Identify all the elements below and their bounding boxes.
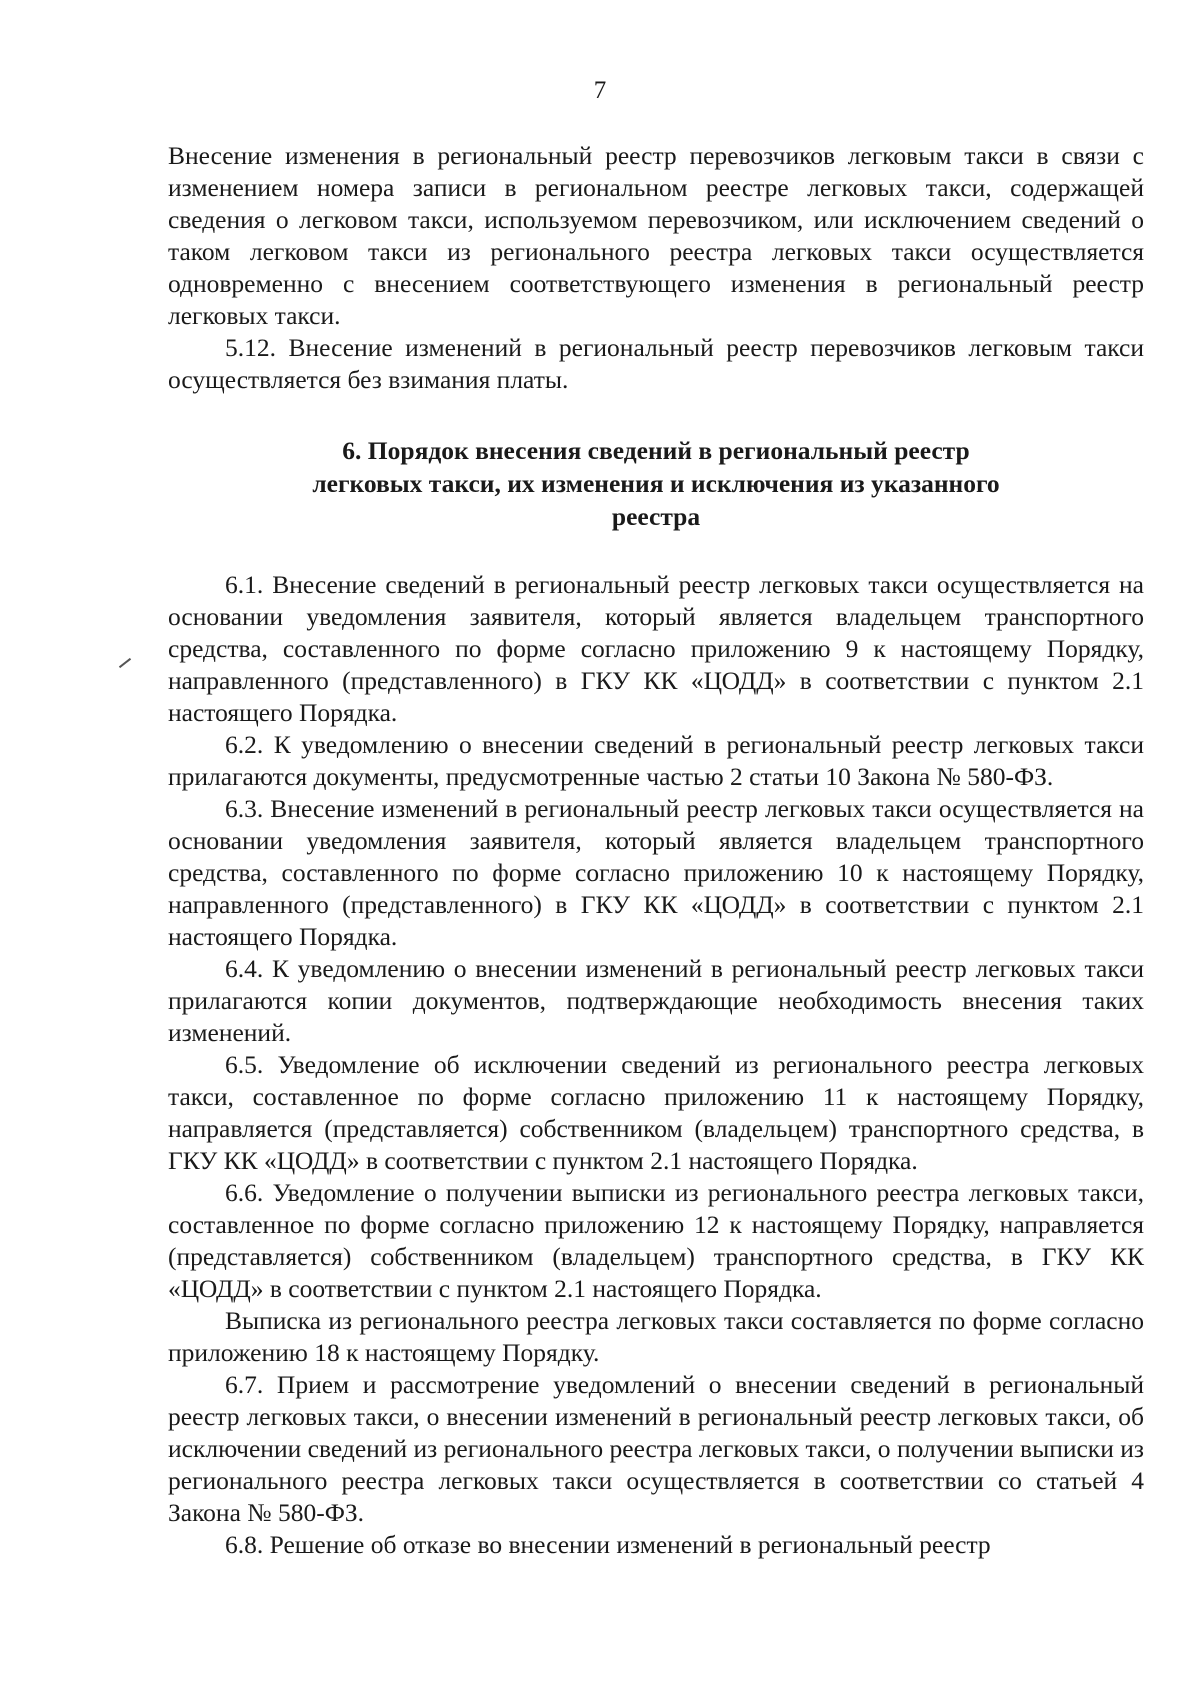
document-body — [168, 140, 1144, 1561]
margin-pen-mark — [119, 658, 131, 668]
section-heading: 6. Порядок внесения сведений в региональный реестр легковых такси, их изменения и исключения из указанного реестра — [312, 436, 1000, 531]
paragraph-6-4: 6.4. К уведомлению о внесении изменений в региональный реестр легковых такси прилагаются копии документов, подтверждающие необходимость внесения таких изменений. — [168, 954, 1144, 1047]
paragraph-6-7: 6.7. Прием и рассмотрение уведомлений о внесении сведений в региональный реестр легковых такси, о внесении изменений в региональный реестр легковых такси, об исключении сведений из регионального реестра легковых такси, о получении выписки из регионального реестра легковых такси осуществляется в соответствии со статьей 4 Закона № 580-ФЗ. — [168, 1370, 1144, 1527]
paragraph-6-6: 6.6. Уведомление о получении выписки из регионального реестра легковых такси, составленное по форме согласно приложению 12 к настоящему Порядку, направляется (представляется) собственником (владельцем) транспортного средства, в ГКУ КК «ЦОДД» в соответствии с пунктом 2.1 настоящего Порядка. — [168, 1178, 1144, 1303]
paragraph-6-8: 6.8. Решение об отказе во внесении изменений в региональный реестр — [225, 1530, 991, 1559]
paragraph-6-1: 6.1. Внесение сведений в региональный реестр легковых такси осуществляется на основании уведомления заявителя, который является владельцем транспортного средства, составленного по форме согласно приложению 9 к настоящему Порядку, направленного (представленного) в ГКУ КК «ЦОДД» в соответствии с пунктом 2.1 настоящего Порядка. — [168, 570, 1144, 727]
paragraph-6-5: 6.5. Уведомление об исключении сведений из регионального реестра легковых такси, составленное по форме согласно приложению 11 к настоящему Порядку, направляется (представляется) собственником (владельцем) транспортного средства, в ГКУ КК «ЦОДД» в соответствии с пунктом 2.1 настоящего Порядка. — [168, 1050, 1144, 1175]
paragraph-6-3: 6.3. Внесение изменений в региональный реестр легковых такси осуществляется на основании уведомления заявителя, который является владельцем транспортного средства, составленного по форме согласно приложению 10 к настоящему Порядку, направленного (представленного) в ГКУ КК «ЦОДД» в соответствии с пунктом 2.1 настоящего Порядка. — [168, 794, 1144, 951]
paragraph-5-12: 5.12. Внесение изменений в региональный реестр перевозчиков легковым такси осуществляется без взимания платы. — [168, 333, 1144, 394]
paragraph-6-2: 6.2. К уведомлению о внесении сведений в региональный реестр легковых такси прилагаются документы, предусмотренные частью 2 статьи 10 Закона № 580-ФЗ. — [168, 730, 1144, 791]
page-number: 7 — [593, 77, 607, 104]
paragraph-continuation: Внесение изменения в региональный реестр перевозчиков легковым такси в связи с изменением номера записи в региональном реестре легковых такси, содержащей сведения о легковом такси, используемом перевозчиком, или исключением сведений о таком легковом такси из регионального реестра легковых такси осуществляется одновременно с внесением соответствующего изменения в региональный реестр легковых такси. — [168, 141, 1144, 330]
paragraph-extract-form: Выписка из регионального реестра легковых такси составляется по форме согласно приложению 18 к настоящему Порядку. — [168, 1306, 1144, 1367]
